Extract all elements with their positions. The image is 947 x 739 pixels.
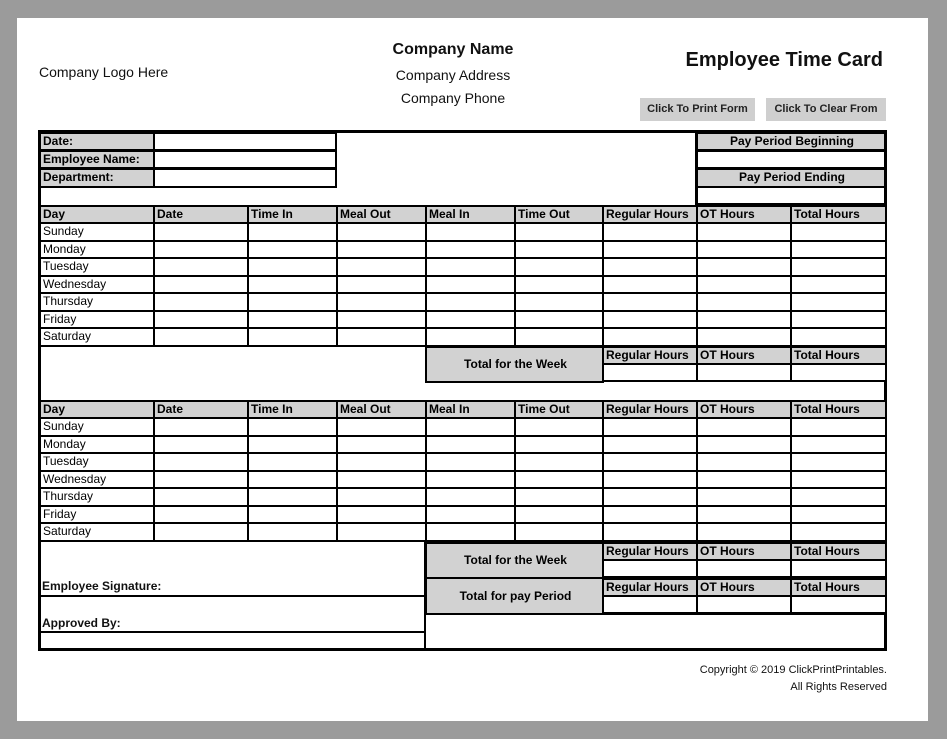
- rights-text: All Rights Reserved: [790, 681, 887, 693]
- week1-total-header-total-hours: Total Hours: [790, 346, 887, 365]
- print-form-button[interactable]: Click To Print Form: [640, 98, 755, 121]
- week1-header-meal-in: Meal In: [425, 205, 516, 224]
- week1-total-header-regular-hours: Regular Hours: [602, 346, 698, 365]
- copyright-text: Copyright © 2019 ClickPrintPrintables.: [699, 664, 887, 676]
- week2-total-header-ot-hours: OT Hours: [696, 542, 792, 561]
- week1-total-regular-hours-input[interactable]: [602, 363, 698, 382]
- week2-header-meal-out: Meal Out: [336, 400, 427, 419]
- week1-header-ot-hours: OT Hours: [696, 205, 792, 224]
- department-input[interactable]: [153, 168, 337, 188]
- pay-period-total-ot-hours-input[interactable]: [696, 595, 792, 614]
- week2-header-ot-hours: OT Hours: [696, 400, 792, 419]
- week2-day-label: Sunday: [39, 417, 155, 437]
- signature-line: [39, 595, 425, 597]
- week2-day-label: Monday: [39, 435, 155, 455]
- pay-period-beginning-label: Pay Period Beginning: [696, 132, 886, 151]
- week1-saturday-time-out-input[interactable]: [514, 327, 604, 347]
- week1-saturday-date-input[interactable]: [153, 327, 249, 347]
- week1-header-meal-out: Meal Out: [336, 205, 427, 224]
- week1-day-label: Thursday: [39, 292, 155, 312]
- week2-day-label: Tuesday: [39, 452, 155, 472]
- week1-total-header-ot-hours: OT Hours: [696, 346, 792, 365]
- week2-header-date: Date: [153, 400, 249, 419]
- week1-saturday-regular-hours-input[interactable]: [602, 327, 698, 347]
- divider: [39, 540, 886, 542]
- week2-saturday-time-out-input[interactable]: [514, 522, 604, 542]
- pay-period-total-regular-hours-input[interactable]: [602, 595, 698, 614]
- divider: [425, 613, 886, 615]
- week2-day-label: Wednesday: [39, 470, 155, 490]
- week1-saturday-time-in-input[interactable]: [247, 327, 338, 347]
- week1-day-label: Tuesday: [39, 257, 155, 277]
- week2-saturday-ot-hours-input[interactable]: [696, 522, 792, 542]
- company-address: Company Address: [395, 67, 511, 83]
- week1-header-regular-hours: Regular Hours: [602, 205, 698, 224]
- pay-period-total-header-ot-hours: OT Hours: [696, 578, 792, 597]
- company-phone: Company Phone: [400, 90, 506, 106]
- week1-saturday-total-hours-input[interactable]: [790, 327, 887, 347]
- week1-header-time-in: Time In: [247, 205, 338, 224]
- page-title: Employee Time Card: [685, 49, 883, 71]
- week1-total-label: Total for the Week: [425, 346, 604, 383]
- date-label: Date:: [39, 132, 155, 151]
- week2-saturday-meal-in-input[interactable]: [425, 522, 516, 542]
- department-label: Department:: [39, 168, 155, 188]
- employee-signature-label: Employee Signature:: [42, 579, 162, 593]
- week1-header-total-hours: Total Hours: [790, 205, 887, 224]
- week2-header-time-in: Time In: [247, 400, 338, 419]
- divider: [335, 131, 337, 188]
- week2-saturday-regular-hours-input[interactable]: [602, 522, 698, 542]
- week2-header-meal-in: Meal In: [425, 400, 516, 419]
- week2-total-regular-hours-input[interactable]: [602, 559, 698, 578]
- week2-total-label: Total for the Week: [425, 542, 604, 579]
- week1-header-day: Day: [39, 205, 155, 224]
- pay-period-total-header-total-hours: Total Hours: [790, 578, 887, 597]
- week1-total-total-hours-input[interactable]: [790, 363, 887, 382]
- pay-period-total-header-regular-hours: Regular Hours: [602, 578, 698, 597]
- pay-period-total-label: Total for pay Period: [425, 577, 604, 615]
- week1-day-label: Wednesday: [39, 275, 155, 295]
- week2-day-label: Friday: [39, 505, 155, 525]
- employee-name-label: Employee Name:: [39, 150, 155, 169]
- week1-saturday-meal-out-input[interactable]: [336, 327, 427, 347]
- week2-header-time-out: Time Out: [514, 400, 604, 419]
- week2-saturday-time-in-input[interactable]: [247, 522, 338, 542]
- week1-day-label: Monday: [39, 240, 155, 260]
- week1-day-label: Sunday: [39, 222, 155, 242]
- week2-total-header-regular-hours: Regular Hours: [602, 542, 698, 561]
- week1-saturday-meal-in-input[interactable]: [425, 327, 516, 347]
- approval-line: [39, 631, 425, 633]
- pay-period-ending-label: Pay Period Ending: [696, 168, 886, 188]
- week2-saturday-date-input[interactable]: [153, 522, 249, 542]
- week2-day-label: Thursday: [39, 487, 155, 507]
- week2-header-day: Day: [39, 400, 155, 419]
- week2-saturday-meal-out-input[interactable]: [336, 522, 427, 542]
- week2-day-label: Saturday: [39, 522, 155, 542]
- week1-day-label: Saturday: [39, 327, 155, 347]
- week1-day-label: Friday: [39, 310, 155, 330]
- pay-period-ending-input[interactable]: [696, 186, 886, 205]
- approved-by-label: Approved By:: [42, 616, 121, 630]
- week2-saturday-total-hours-input[interactable]: [790, 522, 887, 542]
- company-logo-placeholder: Company Logo Here: [39, 64, 169, 80]
- clear-form-button[interactable]: Click To Clear From: [766, 98, 886, 121]
- week2-header-total-hours: Total Hours: [790, 400, 887, 419]
- week1-header-time-out: Time Out: [514, 205, 604, 224]
- divider: [39, 345, 886, 347]
- employee-name-input[interactable]: [153, 150, 337, 169]
- date-input[interactable]: [153, 132, 337, 151]
- company-name: Company Name: [392, 41, 514, 58]
- pay-period-beginning-input[interactable]: [696, 150, 886, 169]
- pay-period-total-total-hours-input[interactable]: [790, 595, 887, 614]
- week2-header-regular-hours: Regular Hours: [602, 400, 698, 419]
- week2-total-total-hours-input[interactable]: [790, 559, 887, 578]
- week2-total-ot-hours-input[interactable]: [696, 559, 792, 578]
- week2-total-header-total-hours: Total Hours: [790, 542, 887, 561]
- week1-total-ot-hours-input[interactable]: [696, 363, 792, 382]
- week1-saturday-ot-hours-input[interactable]: [696, 327, 792, 347]
- week1-header-date: Date: [153, 205, 249, 224]
